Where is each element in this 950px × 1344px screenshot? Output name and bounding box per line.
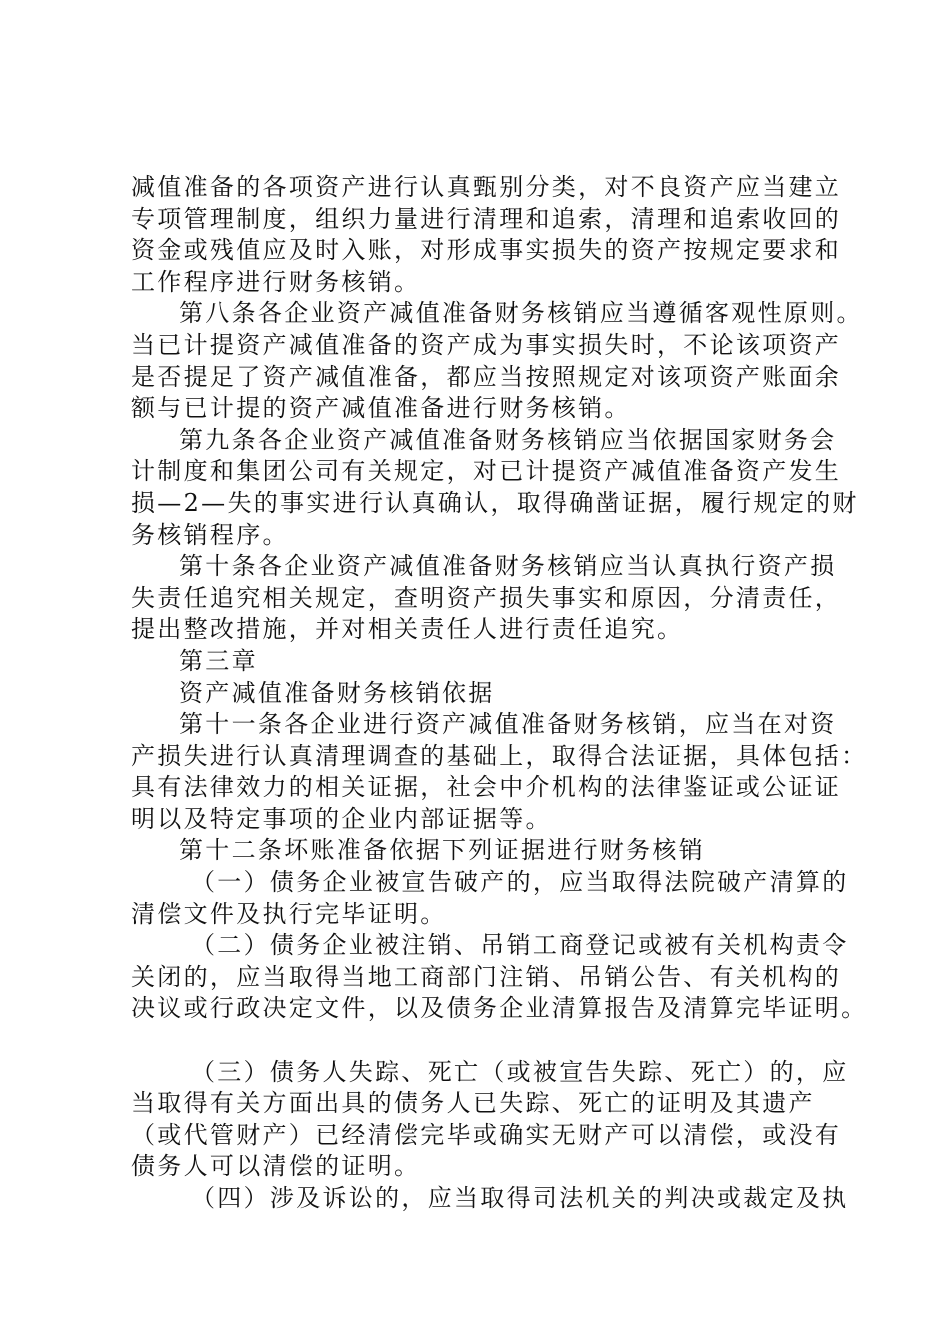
chapter-heading: 第三章 xyxy=(179,646,258,675)
text-line: 清偿文件及执行完毕证明。 xyxy=(131,899,447,928)
article-8-line: 第八条各企业资产减值准备财务核销应当遵循客观性原则。 xyxy=(179,299,863,328)
article-11-line: 第十一条各企业进行资产减值准备财务核销，应当在对资 xyxy=(179,710,837,739)
text-line: 额与已计提的资产减值准备进行财务核销。 xyxy=(131,394,631,423)
text-line: 专项管理制度，组织力量进行清理和追索，清理和追索收回的 xyxy=(131,204,842,233)
text-line: 减值准备的各项资产进行认真甄别分类，对不良资产应当建立 xyxy=(131,173,842,201)
item-2-line: （二）债务企业被注销、吊销工商登记或被有关机构责令 xyxy=(191,931,849,960)
chapter-title: 资产减值准备财务核销依据 xyxy=(179,678,495,707)
text-line: 关闭的，应当取得当地工商部门注销、吊销公告、有关机构的 xyxy=(131,962,842,991)
item-1-line: （一）债务企业被宣告破产的，应当取得法院破产清算的 xyxy=(191,868,849,897)
article-10-line: 第十条各企业资产减值准备财务核销应当认真执行资产损 xyxy=(179,552,837,581)
text-line: 务核销程序。 xyxy=(131,520,289,549)
text-line: 债务人可以清偿的证明。 xyxy=(131,1152,421,1181)
article-12-line: 第十二条坏账准备依据下列证据进行财务核销 xyxy=(179,836,705,865)
text-line: 资金或残值应及时入账，对形成事实损失的资产按规定要求和 xyxy=(131,236,842,265)
blank-line xyxy=(131,1025,836,1057)
text-line: 工作程序进行财务核销。 xyxy=(131,267,421,296)
item-4-line: （四）涉及诉讼的，应当取得司法机关的判决或裁定及执 xyxy=(191,1184,849,1212)
text-line: 失责任追究相关规定，查明资产损失事实和原因，分清责任， xyxy=(131,583,842,612)
document-body xyxy=(131,172,868,1215)
text-line: 是否提足了资产减值准备，都应当按照规定对该项资产账面余 xyxy=(131,362,842,391)
text-line: 决议或行政决定文件，以及债务企业清算报告及清算完毕证明。 xyxy=(131,994,868,1023)
article-9-line: 第九条各企业资产减值准备财务核销应当依据国家财务会 xyxy=(179,425,837,454)
text-line: 产损失进行认真清理调查的基础上，取得合法证据，具体包括： xyxy=(131,741,868,770)
text-line-page-number: 损—2—失的事实进行认真确认，取得确凿证据，履行规定的财 xyxy=(131,488,859,517)
text-line: 当取得有关方面出具的债务人已失踪、死亡的证明及其遗产 xyxy=(131,1089,815,1118)
text-line: 明以及特定事项的企业内部证据等。 xyxy=(131,804,552,833)
text-line: 提出整改措施，并对相关责任人进行责任追究。 xyxy=(131,615,684,644)
text-line: （或代管财产）已经清偿完毕或确实无财产可以清偿，或没有 xyxy=(131,1120,842,1149)
text-line: 当已计提资产减值准备的资产成为事实损失时，不论该项资产 xyxy=(131,330,842,359)
item-3-line: （三）债务人失踪、死亡（或被宣告失踪、死亡）的，应 xyxy=(191,1057,849,1086)
text-line: 计制度和集团公司有关规定，对已计提资产减值准备资产发生 xyxy=(131,457,842,486)
text-line: 具有法律效力的相关证据，社会中介机构的法律鉴证或公证证 xyxy=(131,773,842,802)
